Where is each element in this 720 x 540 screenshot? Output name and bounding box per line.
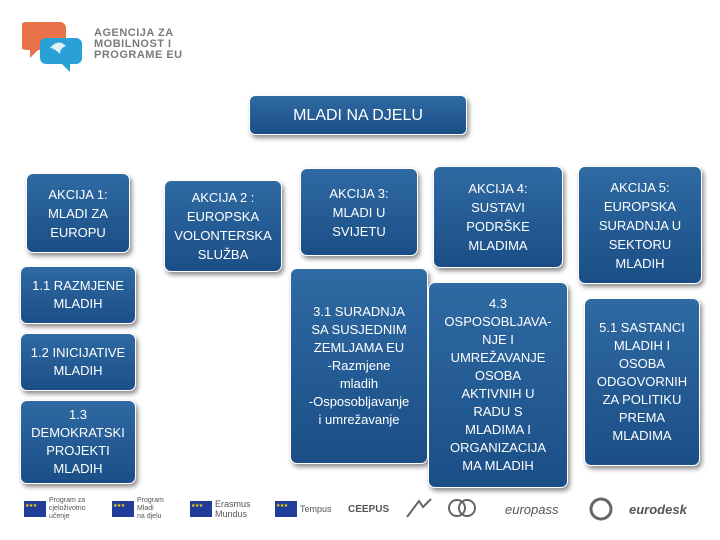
llp-logo xyxy=(24,494,86,524)
agency-logo xyxy=(22,14,222,76)
tempus-text: Tempus xyxy=(300,504,332,514)
action-4-box xyxy=(433,166,563,268)
youth-in-action-logo xyxy=(112,494,164,524)
europass-logo xyxy=(502,494,558,524)
speech-bubbles-icon xyxy=(22,14,84,76)
es-icon xyxy=(588,496,614,522)
eurodesk-network-logo xyxy=(445,494,481,524)
eu-flag-icon xyxy=(190,501,212,517)
action-1-2-box xyxy=(20,333,136,391)
footer-logos xyxy=(20,494,710,524)
action-1-box xyxy=(26,173,130,253)
logo-line: MOBILNOST I xyxy=(94,38,172,50)
action-5-1-box xyxy=(584,298,700,466)
title-box xyxy=(249,95,467,135)
yia-text: Program Mladi na djelu xyxy=(137,497,164,520)
es-logo xyxy=(588,494,614,524)
action-1-1-box xyxy=(20,266,136,324)
action-4-3-label: 4.3 OSPOSOBLJAVA- NJE I UMREŽAVANJE OSOBA AKTIVNIH U RADU S MLADIMA I ORGANIZACIJA MA MLADIH xyxy=(444,296,552,473)
action-5-1-label: 5.1 SASTANCI MLADIH I OSOBA ODGOVORNIH ZA POLITIKU PREMA MLADIMA xyxy=(596,320,688,443)
erasmus-text: Erasmus Mundus xyxy=(215,499,251,519)
eu-flag-icon xyxy=(24,501,46,517)
ceepus-text: CEEPUS xyxy=(348,503,390,515)
circles-icon xyxy=(445,496,481,522)
action-1-2-label: 1.2 INICIJATIVE MLADIH xyxy=(30,345,126,378)
logo-text xyxy=(94,28,183,61)
eurodesk-text: eurodesk xyxy=(629,501,687,517)
eu-flag-icon xyxy=(275,501,297,517)
logo-line: AGENCIJA ZA xyxy=(94,27,174,39)
action-3-1-box xyxy=(290,268,428,464)
logo-line: PROGRAME EU xyxy=(94,49,183,61)
eu-flag-icon xyxy=(112,501,134,517)
action-3-box xyxy=(300,168,418,256)
action-3-1-label: 3.1 SURADNJA SA SUSJEDNIM ZEMLJAMA EU -Razmjene mladih -Osposobljavanje i umrežavanje xyxy=(308,304,410,427)
eurodesk-logo xyxy=(626,494,687,524)
action-4-label: AKCIJA 4: SUSTAVI PODRŠKE MLADIMA xyxy=(466,181,530,253)
action-1-3-label: 1.3 DEMOKRATSKI PROJEKTI MLADIH xyxy=(31,407,125,476)
action-3-label: AKCIJA 3: MLADI U SVIJETU xyxy=(329,185,389,239)
ceepus-logo xyxy=(345,494,389,524)
action-5-label: AKCIJA 5: EUROPSKA SURADNJA U SEKTORU MLADIH xyxy=(598,179,682,271)
action-5-box xyxy=(578,166,702,284)
page-title: MLADI NA DJELU xyxy=(293,106,423,124)
action-2-label: AKCIJA 2 : EUROPSKA VOLONTERSKA SLUŽBA xyxy=(174,190,272,262)
europass-text: europass xyxy=(505,501,559,517)
action-1-3-box xyxy=(20,400,136,484)
partner-logo xyxy=(405,494,435,524)
action-1-label: AKCIJA 1: MLADI ZA EUROPU xyxy=(48,186,108,240)
llp-text: Program za cjeloživotno učenje xyxy=(49,497,86,520)
action-2-box xyxy=(164,180,282,272)
tempus-logo xyxy=(275,494,332,524)
erasmus-mundus-logo xyxy=(190,494,251,524)
action-4-3-box xyxy=(428,282,568,488)
partner-icon xyxy=(405,497,435,521)
action-1-1-label: 1.1 RAZMJENE MLADIH xyxy=(32,278,124,311)
